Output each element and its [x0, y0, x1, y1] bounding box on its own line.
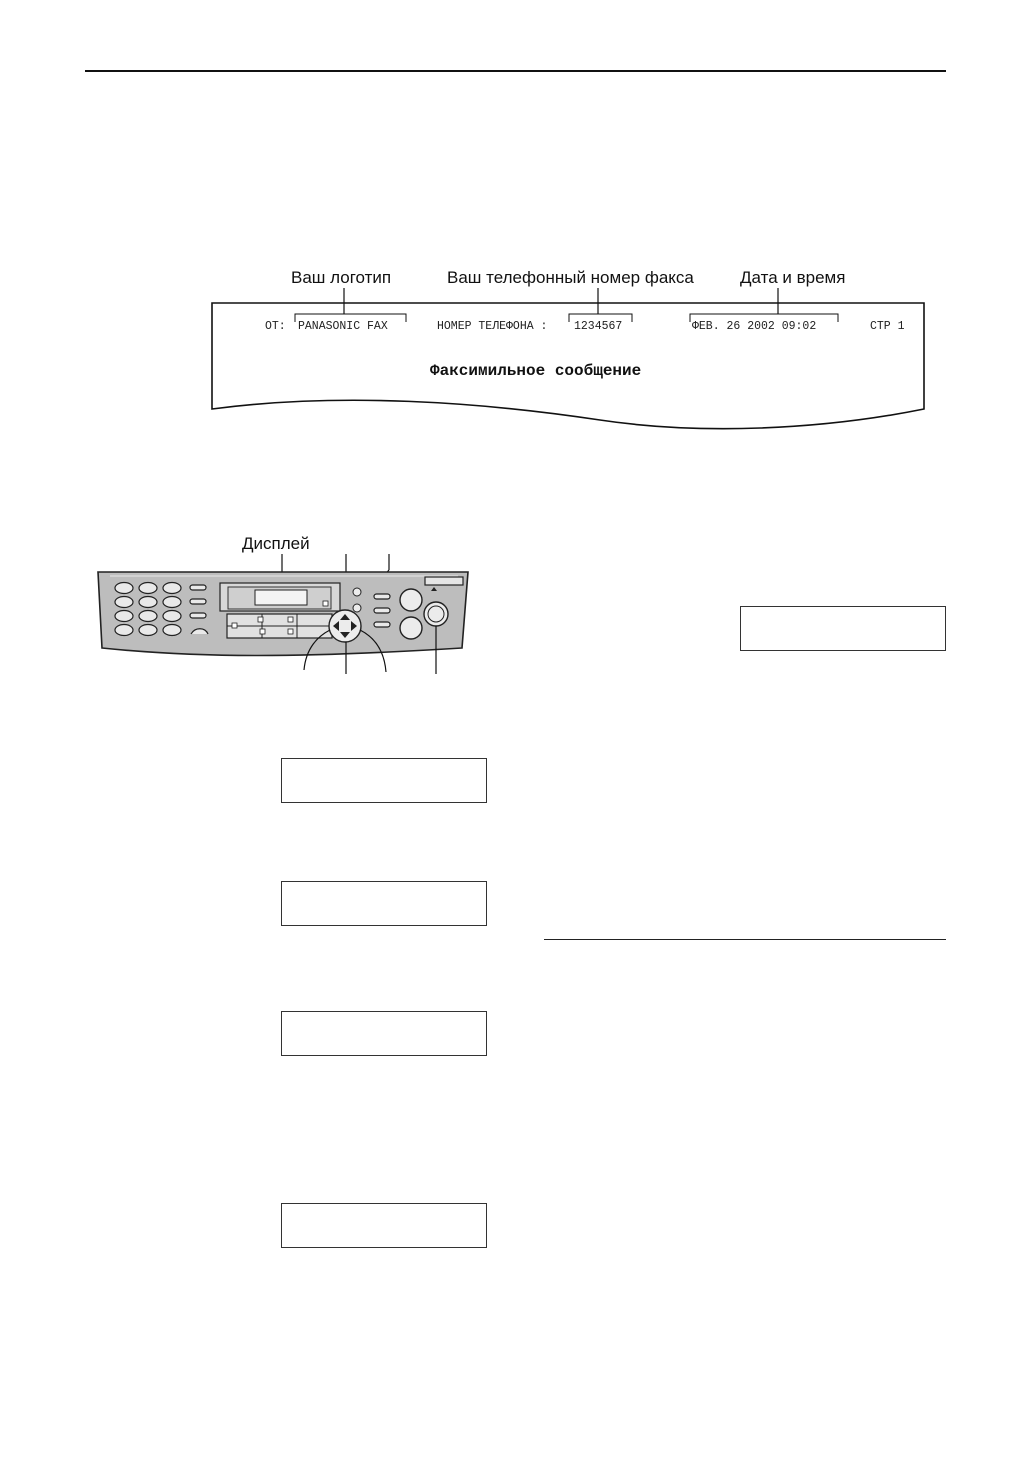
lcd-box-2	[281, 758, 487, 803]
lcd-box-4	[281, 1011, 487, 1056]
callout-logo: Ваш логотип	[291, 268, 392, 287]
header-phone-label: НОМЕР ТЕЛЕФОНА :	[437, 320, 548, 333]
lcd-box-3	[281, 881, 487, 926]
section-divider	[544, 939, 946, 940]
callout-fax-number: Ваш телефонный номер факса	[447, 268, 694, 287]
lcd-box-1	[740, 606, 946, 651]
fax-message-title: Факсимильное сообщение	[430, 362, 642, 380]
header-logo-value: PANASONIC FAX	[298, 320, 388, 333]
lcd-box-5	[281, 1203, 487, 1248]
display-callout: Дисплей	[242, 534, 310, 553]
callout-date-time: Дата и время	[740, 268, 846, 287]
header-page-label: СТР 1	[870, 320, 905, 333]
fax-paper-outline	[0, 0, 1032, 460]
header-datetime-value: ФЕВ. 26 2002 09:02	[692, 320, 817, 333]
control-panel-illustration	[0, 550, 480, 690]
header-from-label: ОТ:	[265, 320, 286, 333]
header-phone-value: 1234567	[574, 320, 623, 333]
